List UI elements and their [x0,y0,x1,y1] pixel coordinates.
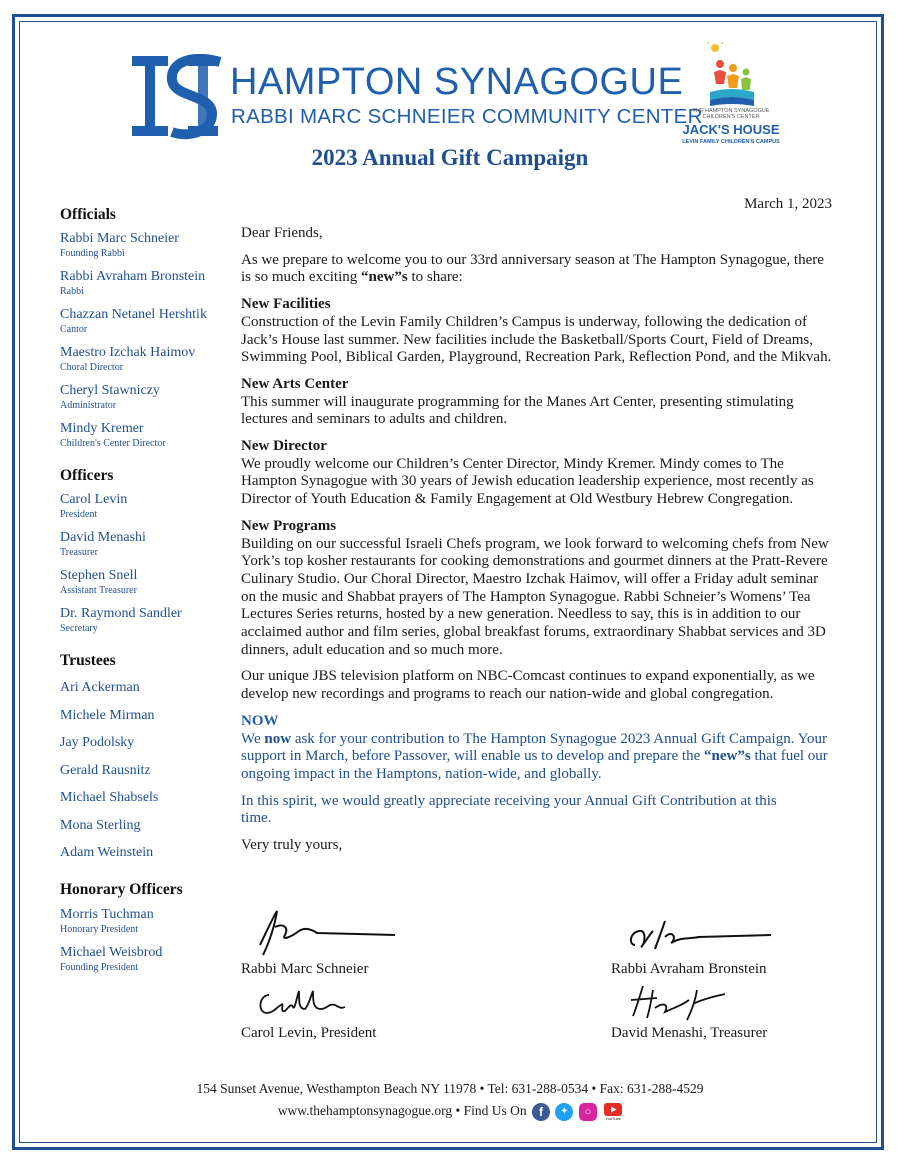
now-heading: NOW [241,712,279,729]
honorary-officers-heading: Honorary Officers [60,881,183,898]
officer-name: Carol Levin [60,492,128,507]
leadership-sidebar [60,206,230,982]
trustee-name: Ari Ackerman [60,680,140,695]
closing: Very truly yours, [241,837,343,854]
officer-entry [60,567,230,597]
now-bold: now [264,730,292,747]
jacks-house-caption-bottom: LEVIN FAMILY CHILDREN'S CAMPUS [682,139,780,145]
intro-paragraph [241,252,833,287]
official-entry [60,382,230,412]
officers-heading: Officers [60,467,114,484]
honorary-role: Founding President [60,962,139,973]
director-paragraph: We proudly welcome our Children’s Center Director, Mindy Kremer. Mindy comes to The Hampton Synagogue with 30 years of Jewish education leadership experience, most recently as Director of Youth Education & Family Engagement at Old Westbury Hebrew Congregation. [241,455,814,508]
youtube-icon[interactable] [604,1103,622,1121]
honorary-name: Michael Weisbrod [60,945,163,960]
arts-paragraph: This summer will inaugurate programming for the Manes Art Center, presenting stimulating lectures and seminars to adults and children. [241,393,794,428]
honorary-entry [60,906,230,936]
jacks-house-title: JACK'S HOUSE [682,122,780,137]
now-new: “new” [704,748,745,765]
official-role: Rabbi [60,286,84,297]
honorary-name: Morris Tuchman [60,907,154,922]
signature-avraham-bronstein [625,915,775,955]
officer-role: Secretary [60,623,98,634]
trustee-name: Adam Weinstein [60,845,154,860]
org-name: HAMPTON SYNAGOGUE [230,61,684,103]
signature-name-1: Rabbi Marc Schneier [241,961,369,977]
intro-text: As we prepare to welcome you to our 33rd anniversary season at The Hampton Synagogue, there is so much exciting [241,251,824,286]
jacks-house-caption-top: THE HAMPTON SYNAGOGUE CHILDREN'S CENTER [692,108,770,120]
footer [0,1078,900,1122]
signature-marc-schneier [255,905,405,960]
official-name: Rabbi Marc Schneier [60,231,179,246]
website-link[interactable]: www.thehamptonsynagogue.org [277,1103,453,1118]
official-entry [60,344,230,374]
intro-s: s [401,269,408,286]
signature-david-menashi [625,982,735,1022]
letter-date: March 1, 2023 [744,196,832,212]
trustee-name: Michele Mirman [60,707,155,723]
officer-entry [60,605,230,635]
find-us-label: • Find Us On [452,1103,527,1118]
official-name: Mindy Kremer [60,421,144,436]
director-heading: New Director [241,438,327,455]
honorary-role: Honorary President [60,924,139,935]
now-text-c: that fuel our ongoing impact in the Hamptons, nation-wide, and globally. [241,748,828,782]
trustee-name: Michael Shabsels [60,790,159,805]
org-subtitle: RABBI MARC SCHNEIER COMMUNITY CENTER [231,105,703,128]
trustee-name: Jay Podolsky [60,735,135,750]
officer-entry [60,491,230,521]
official-role: Administrator [60,400,117,411]
officer-entry [60,529,230,559]
officer-role: Assistant Treasurer [60,585,137,596]
official-name: Rabbi Avraham Bronstein [60,269,206,284]
official-entry [60,420,230,450]
officer-role: President [60,509,98,520]
official-entry [60,306,230,336]
official-role: Founding Rabbi [60,248,125,259]
programs-heading: New Programs [241,517,337,534]
officials-heading: Officials [60,206,116,223]
official-name: Maestro Izchak Haimov [60,345,196,360]
now-paragraph [241,731,833,784]
now-text-b: ask for your contribution to The Hampton Synagogue 2023 Annual Gift Campaign. Your support in March, before Passover, will enable us to develop and prepare the [241,730,827,765]
arts-heading: New Arts Center [241,375,349,392]
signature-name-2: Rabbi Avraham Bronstein [611,961,767,977]
footer-links [0,1100,900,1122]
officer-role: Treasurer [60,547,98,558]
greeting: Dear Friends, [241,225,323,241]
official-name: Cheryl Stawniczy [60,383,160,398]
signature-name-4: David Menashi, Treasurer [611,1025,768,1041]
trustee-name: Gerald Rausnitz [60,762,151,778]
letter-body [241,225,833,864]
facilities-heading: New Facilities [241,296,331,313]
instagram-icon[interactable]: ○ [579,1103,597,1121]
intro-new: “new” [361,269,402,286]
jbs-paragraph: Our unique JBS television platform on NBC-Comcast continues to expand exponentially, as we develop new recordings and programs to reach our nation-wide and global congregation. [241,668,815,703]
officer-name: David Menashi [60,530,146,545]
signature-carol-levin [255,985,350,1025]
footer-address: 154 Sunset Avenue, Westhampton Beach NY 11978 • Tel: 631-288-0534 • Fax: 631-288-4529 [196,1081,704,1096]
honorary-entry [60,944,230,974]
official-role: Children's Center Director [60,438,166,449]
facilities-paragraph: Construction of the Levin Family Children’s Campus is underway, following the dedication of Jack’s House last summer. New facilities include the Basketball/Sports Court, Field of Dreams, Swimming Pool, Biblical Garden, Playground, Recreation Park, Reflection Pond, and the Mikvah. [241,313,832,366]
twitter-icon[interactable]: ✦ [555,1103,573,1121]
official-entry [60,268,230,298]
campaign-title: 2023 Annual Gift Campaign [311,145,589,170]
synagogue-logo-mark [132,54,224,140]
programs-paragraph: Building on our successful Israeli Chefs program, we look forward to welcoming chefs from New York’s top kosher restaurants for cooking demonstrations and gourmet dinners at the Pratt-Revere Culinary Studio. Our Choral Director, Maestro Izchak Haimov, will offer a Friday adult seminar on the music and Shabbat prayers of The Hampton Synagogue. Rabbi Schneier’s Womens’ Tea Lectures Series returns, hosted by a new generation. Needless to say, this is in addition to our acclaimed author and film series, global breakfast forums, extraordinary Shabbat services and 3D dinners, adult education and so much more. [241,535,829,658]
youtube-caption: YouTube [605,1115,622,1121]
trustee-name: Mona Sterling [60,817,141,833]
facebook-icon[interactable]: f [532,1103,550,1121]
now-s: s [744,748,751,765]
signature-name-3: Carol Levin, President [241,1025,377,1041]
intro-text-end: to share: [407,269,463,286]
official-entry [60,230,230,260]
officer-name: Dr. Raymond Sandler [60,606,182,621]
official-role: Cantor [60,324,88,335]
officer-name: Stephen Snell [60,568,138,583]
official-role: Choral Director [60,362,124,373]
now-text-a: We [241,730,265,747]
trustees-heading: Trustees [60,652,116,669]
spirit-paragraph: In this spirit, we would greatly appreciate receiving your Annual Gift Contribution at this time. [241,792,777,827]
official-name: Chazzan Netanel Hershtik [60,307,207,322]
